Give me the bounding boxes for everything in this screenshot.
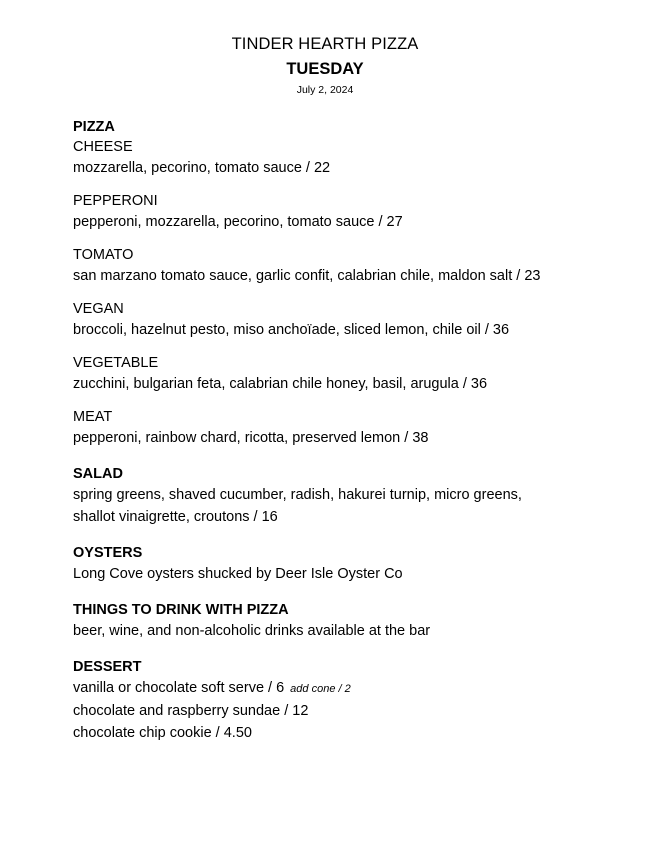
menu-item bbox=[73, 245, 633, 287]
dessert-item: chocolate chip cookie / 4.50 bbox=[73, 725, 252, 741]
dessert-section bbox=[73, 657, 633, 744]
oysters-section bbox=[73, 543, 633, 585]
menu-item bbox=[73, 407, 633, 449]
menu-body bbox=[73, 117, 633, 744]
item-description: pepperoni, rainbow chard, ricotta, preserved lemon / 38 bbox=[73, 430, 429, 446]
menu-date: July 2, 2024 bbox=[296, 84, 354, 96]
menu-item bbox=[73, 299, 633, 341]
item-name: TOMATO bbox=[73, 247, 134, 263]
pizza-section bbox=[73, 117, 633, 449]
item-name: PEPPERONI bbox=[73, 193, 158, 209]
dessert-item-note: add cone / 2 bbox=[290, 683, 351, 695]
dessert-item bbox=[73, 677, 633, 700]
restaurant-name: TINDER HEARTH PIZZA bbox=[231, 35, 419, 53]
item-description: broccoli, hazelnut pesto, miso anchoïade, sliced lemon, chile oil / 36 bbox=[73, 322, 510, 338]
item-description: pepperoni, mozzarella, pecorino, tomato sauce / 27 bbox=[73, 214, 403, 230]
menu-day: TUESDAY bbox=[286, 60, 364, 78]
menu-header bbox=[0, 0, 650, 97]
section-title: PIZZA bbox=[73, 119, 115, 135]
drinks-description: beer, wine, and non-alcoholic drinks available at the bar bbox=[73, 623, 431, 639]
menu-item bbox=[73, 191, 633, 233]
salad-section bbox=[73, 464, 633, 528]
item-name: CHEESE bbox=[73, 139, 133, 155]
drinks-section bbox=[73, 600, 633, 642]
salad-description: shallot vinaigrette, croutons / 16 bbox=[73, 509, 278, 525]
section-title: OYSTERS bbox=[73, 545, 143, 561]
menu-item bbox=[73, 353, 633, 395]
section-title: THINGS TO DRINK WITH PIZZA bbox=[73, 602, 289, 618]
item-description: san marzano tomato sauce, garlic confit, calabrian chile, maldon salt / 23 bbox=[73, 268, 541, 284]
section-title: DESSERT bbox=[73, 659, 142, 675]
item-name: VEGAN bbox=[73, 301, 124, 317]
item-description: zucchini, bulgarian feta, calabrian chile honey, basil, arugula / 36 bbox=[73, 376, 488, 392]
dessert-item-text: vanilla or chocolate soft serve / 6 bbox=[73, 680, 285, 696]
item-name: MEAT bbox=[73, 409, 113, 425]
oysters-description: Long Cove oysters shucked by Deer Isle Oyster Co bbox=[73, 566, 403, 582]
menu-item bbox=[73, 137, 633, 179]
salad-description: spring greens, shaved cucumber, radish, hakurei turnip, micro greens, bbox=[73, 487, 522, 503]
item-description: mozzarella, pecorino, tomato sauce / 22 bbox=[73, 160, 331, 176]
item-name: VEGETABLE bbox=[73, 355, 159, 371]
section-title: SALAD bbox=[73, 466, 123, 482]
dessert-item: chocolate and raspberry sundae / 12 bbox=[73, 703, 309, 719]
